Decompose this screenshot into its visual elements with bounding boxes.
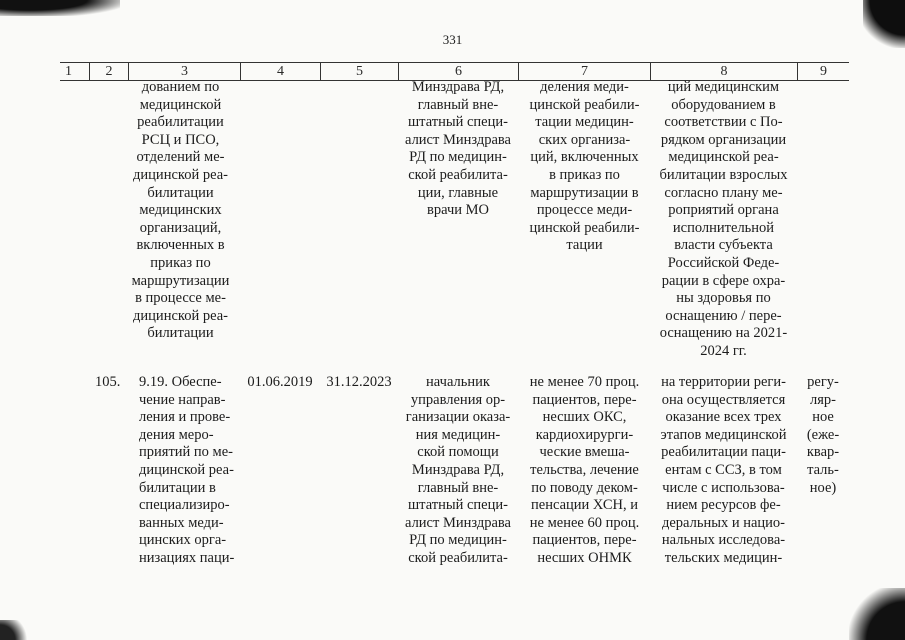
column-number-5: 5 — [320, 63, 398, 80]
page-number: 331 — [442, 32, 463, 47]
table-cell-col-3: 9.19. Обеспе- чение направ- ления и прове- дения меро- приятий по ме- дицинской реа- билитации в специализиро- ванных меди- цинских орга- низациях паци- — [139, 374, 235, 566]
table-cell-col-8: на территории реги- она осуществляется оказание всех трех этапов медицинской реабилитации паци- ентам с ССЗ, в том числе с использова- нием ресурсов фе- деральных и нацио- нальных исследова- тельских медицин- — [660, 374, 787, 566]
scan-edge-shadow-bottom-right — [849, 588, 905, 640]
start-date: 01.06.2019 — [247, 374, 313, 390]
row-number: 105. — [95, 374, 121, 390]
scan-edge-shadow-bottom-left — [0, 620, 32, 640]
table-cell-col-9: регу- ляр- ное (еже- квар- таль- ное) — [806, 374, 840, 496]
column-number-6: 6 — [398, 63, 518, 80]
table-cell-col-6: начальник управления ор- ганизации оказа- ния медицин- ской помощи Минздрава РД, главный вне- штатный специ- алист Минздрава РД по медицин- ской реабилита- — [405, 374, 511, 566]
column-number-3: 3 — [128, 63, 240, 80]
column-number-4: 4 — [240, 63, 320, 80]
column-number-8: 8 — [650, 63, 797, 80]
table-cell-col-8: ций медицинским оборудованием в соответствии с По- рядком организации медицинской реа- билитации взрослых согласно плану ме- роприятий органа исполнительной власти субъекта Российской Феде- рации в сфере охра- ны здоровья по оснащению / пере- оснащению на 2021- 2024 гг. — [659, 79, 788, 359]
table-cell-col-7: деления меди- цинской реабили- тации медицин- ских организа- ций, включенных в приказ по маршрутизации в процессе меди- цинской реабили- тации — [529, 79, 640, 254]
end-date: 31.12.2023 — [326, 374, 392, 390]
column-number-2: 2 — [89, 63, 128, 80]
scan-edge-shadow-top-left — [0, 0, 120, 16]
column-number-9: 9 — [797, 63, 849, 80]
table-cell-col-3: дованием по медицинской реабилитации РСЦ и ПСО, отделений ме- дицинской реа- билитации медицинских организаций, включенных в приказ по маршрутизации в процессе ме- дицинской реа- билитации — [131, 79, 230, 342]
column-number-7: 7 — [518, 63, 650, 80]
table-cell-col-6: Минздрава РД, главный вне- штатный специ- алист Минздрава РД по медицин- ской реабилита- ции, главные врачи МО — [405, 79, 511, 219]
table-cell-col-7: не менее 70 проц. пациентов, пере- несших ОКС, кардиохирурги- ческие вмеша- тельства, лечение по поводу деком- пенсации ХСН, и не менее 60 проц. пациентов, пере- несших ОНМК — [529, 374, 640, 566]
column-number-1: 1 — [65, 64, 72, 79]
